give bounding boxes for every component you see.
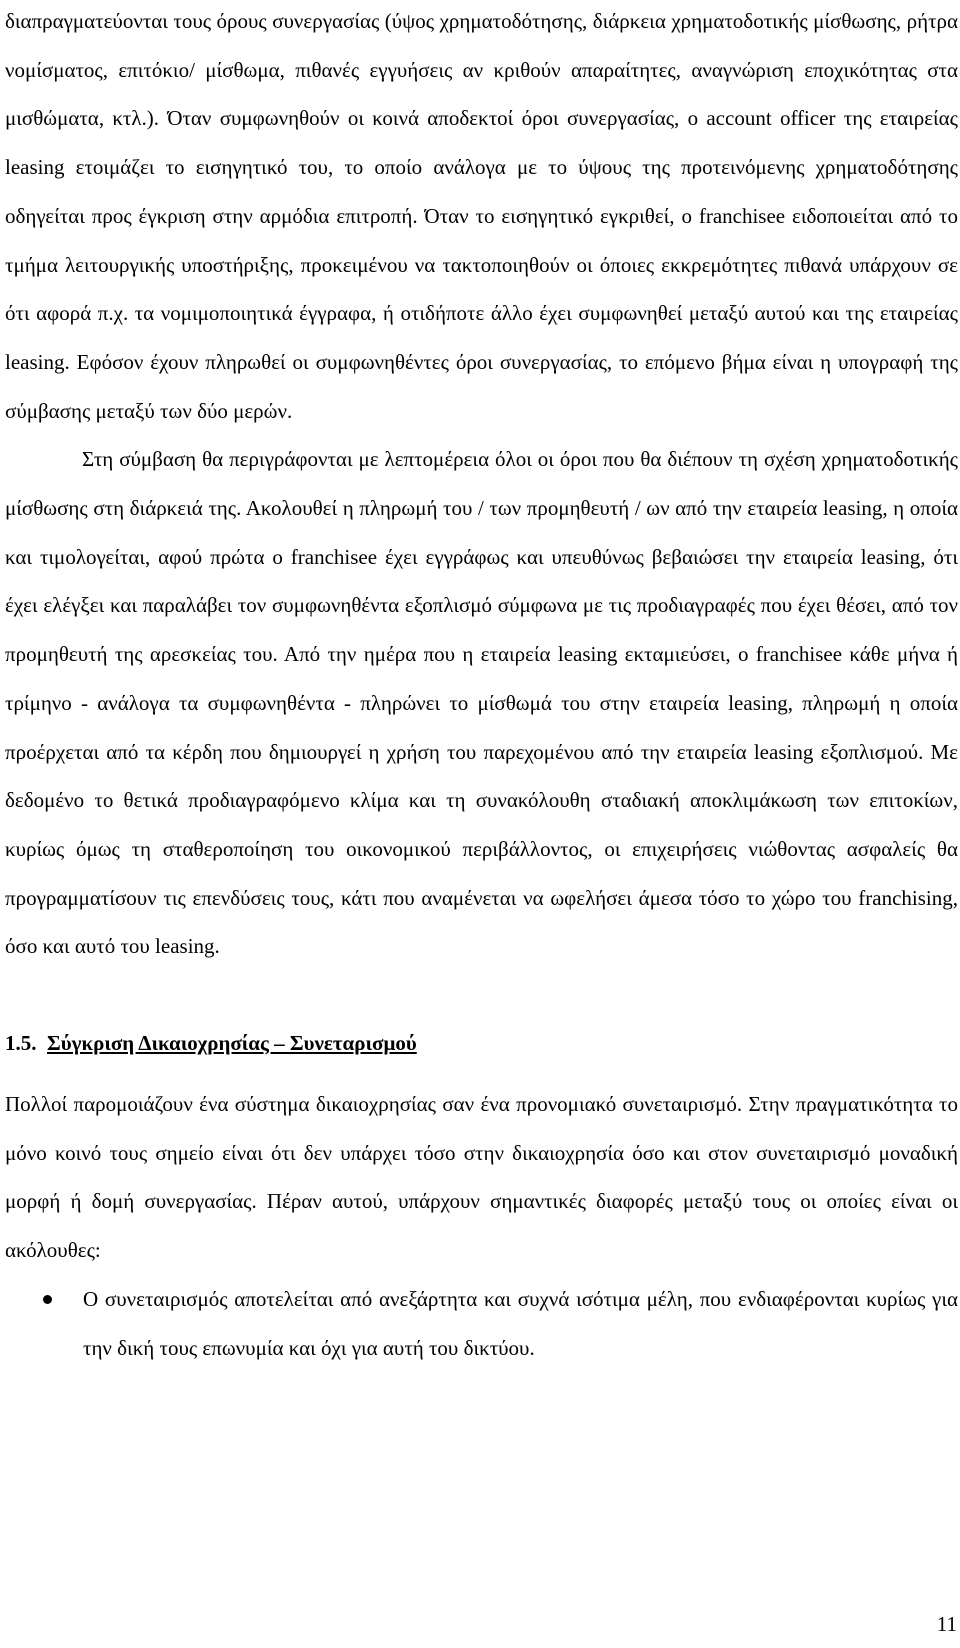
body-paragraph-continuation: διαπραγματεύονται τους όρους συνεργασίας (ύψος χρηματοδότησης, διάρκεια χρηματοδοτικής μίσθωσης, ρήτρα νομίσματος, επιτόκιο/ μίσθωμα, πιθανές εγγυήσεις αν κριθούν απαραίτητες, αναγνώριση εποχικότητας στα μισθώματα, κτλ.). Όταν συμφωνηθούν οι κοινά αποδεκτοί όροι συνεργασίας, ο account officer της εταιρείας leasing ετοιμάζει το εισηγητικό του, το οποίο ανάλογα με το ύψους της προτεινόμενης χρηματοδότησης οδηγείται προς έγκριση στην αρμόδια επιτροπή. Όταν το εισηγητικό εγκριθεί, ο franchisee ειδοποιείται από το τμήμα λειτουργικής υποστήριξης, προκειμένου να τακτοποιηθούν οι όποιες εκκρεμότητες πιθανά υπάρχουν σε ότι αφορά π.χ. τα νομιμοποιητικά έγγραφα, ή οτιδήποτε άλλο έχει συμφωνηθεί μεταξύ αυτού και της εταιρείας leasing. Εφόσον έχουν πληρωθεί οι συμφωνηθέντες όροι συνεργασίας, το επόμενο βήμα είναι η υπογραφή της σύμβασης μεταξύ των δύο μερών.: [5, 9, 958, 423]
bullet-text: Ο συνεταιρισμός αποτελείται από ανεξάρτητα και συχνά ισότιμα μέλη, που ενδιαφέρονται κυρίως για την δική τους επωνυμία και όχι για αυτή του δικτύου.: [83, 1286, 958, 1360]
document-body: [5, 0, 958, 1372]
bullet-icon: [43, 1295, 52, 1304]
section-intro-paragraph: Πολλοί παρομοιάζουν ένα σύστημα δικαιοχρησίας σαν ένα προνομιακό συνεταιρισμό. Στην πραγματικότητα το μόνο κοινό τους σημείο είναι ότι δεν υπάρχει τόσο στην δικαιοχρησία όσο και στον συνεταιρισμό μοναδική μορφή ή δομή συνεργασίας. Πέραν αυτού, υπάρχουν σημαντικές διαφορές μεταξύ τους οι οποίες είναι οι ακόλουθες:: [5, 1092, 958, 1263]
section-heading: [5, 1019, 958, 1067]
section-number: 1.5.: [5, 1031, 37, 1056]
bullet-list: [5, 1275, 958, 1372]
page-number: 11: [936, 1612, 957, 1636]
section-title: Σύγκριση Δικαιοχρησίας – Συνεταρισμού: [47, 1031, 417, 1056]
bullet-item: [5, 1275, 958, 1372]
body-paragraph-contract: Στη σύμβαση θα περιγράφονται με λεπτομέρεια όλοι οι όροι που θα διέπουν τη σχέση χρηματοδοτικής μίσθωσης στη διάρκειά της. Ακολουθεί η πληρωμή του / των προμηθευτή / ων από την εταιρεία leasing, η οποία και τιμολογείται, αφού πρώτα ο franchisee έχει εγγράφως και υπευθύνως βεβαιώσει την εταιρεία leasing, ότι έχει ελέγξει και παραλάβει τον συμφωνηθέντα εξοπλισμό σύμφωνα με τις προδιαγραφές που έχει θέσει, από τον προμηθευτή της αρεσκείας του. Από την ημέρα που η εταιρεία leasing εκταμιεύσει, ο franchisee κάθε μήνα ή τρίμηνο - ανάλογα τα συμφωνηθέντα - πληρώνει το μίσθωμά του στην εταιρεία leasing, πληρωμή η οποία προέρχεται από τα κέρδη που δημιουργεί η χρήση του παρεχομένου από την εταιρεία leasing εξοπλισμού. Με δεδομένο το θετικά προδιαγραφόμενο κλίμα και τη συνακόλουθη σταδιακή αποκλιμάκωση των επιτοκίων, κυρίως όμως τη σταθεροποίηση του οικονομικού περιβάλλοντος, οι επιχειρήσεις νιώθοντας ασφαλείς θα προγραμματίσουν τις επενδύσεις τους, κάτι που αναμένεται να ωφελήσει άμεσα τόσο το χώρο του franchising, όσο και αυτό του leasing.: [5, 447, 958, 959]
